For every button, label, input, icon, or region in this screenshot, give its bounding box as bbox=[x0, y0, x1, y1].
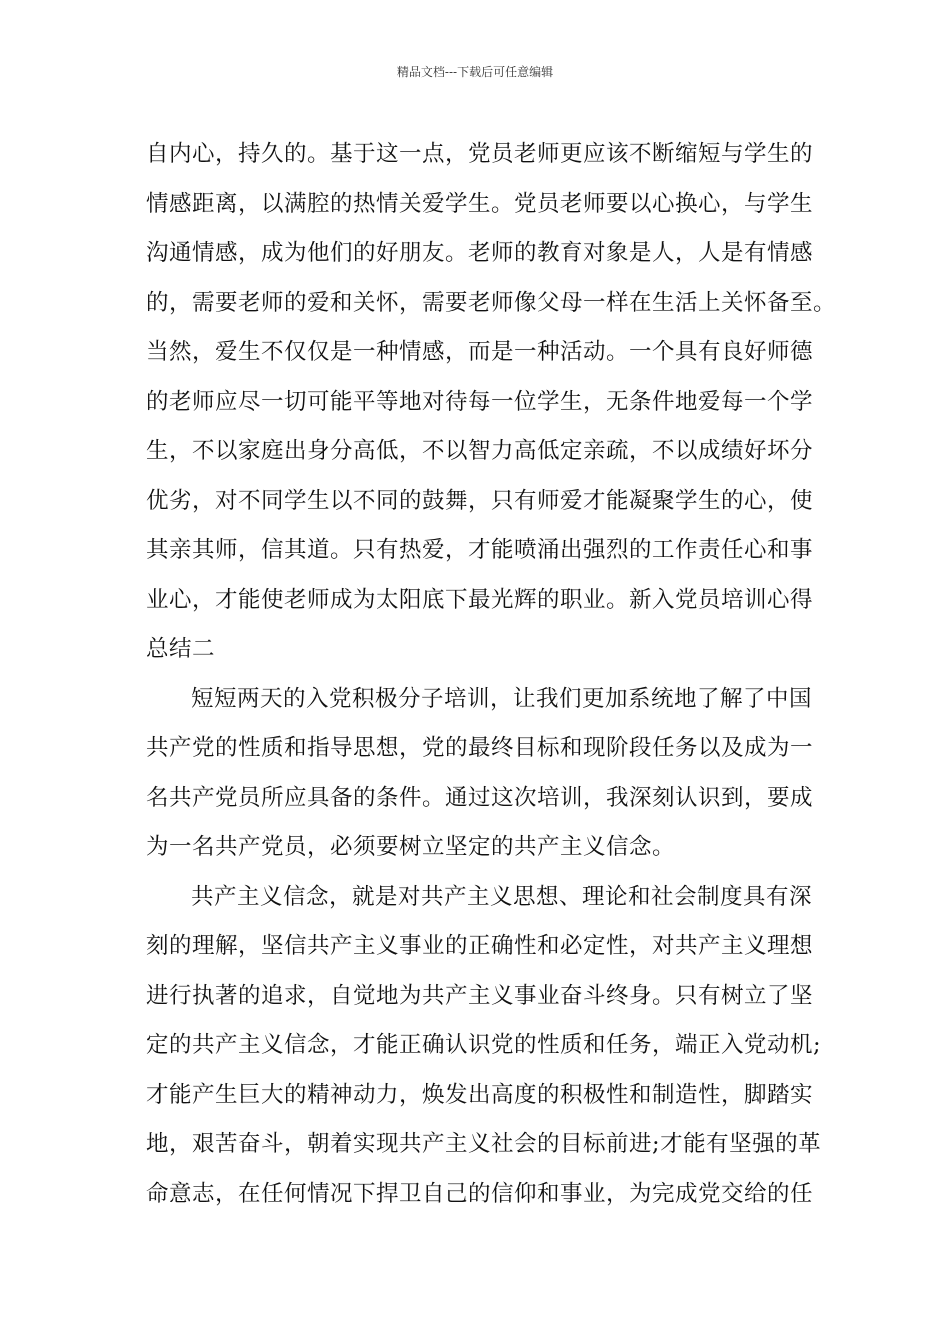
text-line: 刻的理解，坚信共产主义事业的正确性和必定性，对共产主义理想 bbox=[146, 933, 814, 959]
text-line: 的老师应尽一切可能平等地对待每一位学生，无条件地爱每一个学 bbox=[146, 388, 814, 415]
paragraph-1 bbox=[146, 130, 837, 675]
text-line: 共产党的性质和指导思想，党的最终目标和现阶段任务以及成为一 bbox=[146, 735, 814, 761]
paragraph-2 bbox=[146, 675, 814, 873]
text-line: 共产主义信念，就是对共产主义思想、理论和社会制度具有深 bbox=[191, 883, 813, 910]
text-line: 总结二 bbox=[146, 636, 216, 662]
text-line: 地，艰苦奋斗，朝着实现共产主义社会的目标前进;才能有坚强的革 bbox=[146, 1131, 822, 1157]
text-line: 为一名共产党员，必须要树立坚定的共产主义信念。 bbox=[146, 834, 676, 860]
text-line: 进行执著的追求，自觉地为共产主义事业奋斗终身。只有树立了坚 bbox=[146, 982, 814, 1009]
text-line: 沟通情感，成为他们的好朋友。老师的教育对象是人，人是有情感 bbox=[146, 240, 814, 266]
text-line: 短短两天的入党积极分子培训，让我们更加系统地了解了中国 bbox=[191, 685, 813, 712]
text-line: 自内心，持久的。基于这一点，党员老师更应该不断缩短与学生的 bbox=[146, 141, 814, 167]
page-header: 精品文档---下载后可任意编辑 bbox=[396, 65, 554, 79]
text-line: 的，需要老师的爱和关怀，需要老师像父母一样在生活上关怀备至。 bbox=[146, 289, 837, 316]
text-line: 生，不以家庭出身分高低，不以智力高低定亲疏，不以成绩好坏分 bbox=[146, 438, 814, 464]
text-line: 命意志，在任何情况下捍卫自己的信仰和事业，为完成党交给的任 bbox=[146, 1180, 814, 1207]
text-line: 情感距离，以满腔的热情关爱学生。党员老师要以心换心，与学生 bbox=[146, 190, 814, 217]
document-body bbox=[146, 130, 837, 1219]
text-line: 名共产党员所应具备的条件。通过这次培训，我深刻认识到，要成 bbox=[146, 784, 814, 811]
text-line: 其亲其师，信其道。只有热爱，才能喷涌出强烈的工作责任心和事 bbox=[146, 537, 814, 563]
text-line: 优劣，对不同学生以不同的鼓舞，只有师爱才能凝聚学生的心，使 bbox=[146, 487, 814, 514]
paragraph-3 bbox=[146, 873, 822, 1220]
text-line: 定的共产主义信念，才能正确认识党的性质和任务，端正入党动机; bbox=[146, 1032, 822, 1058]
text-line: 才能产生巨大的精神动力，焕发出高度的积极性和制造性，脚踏实 bbox=[146, 1081, 814, 1108]
text-line: 当然，爱生不仅仅是一种情感，而是一种活动。一个具有良好师德 bbox=[146, 339, 814, 365]
text-line: 业心，才能使老师成为太阳底下最光辉的职业。新入党员培训心得 bbox=[146, 586, 814, 613]
